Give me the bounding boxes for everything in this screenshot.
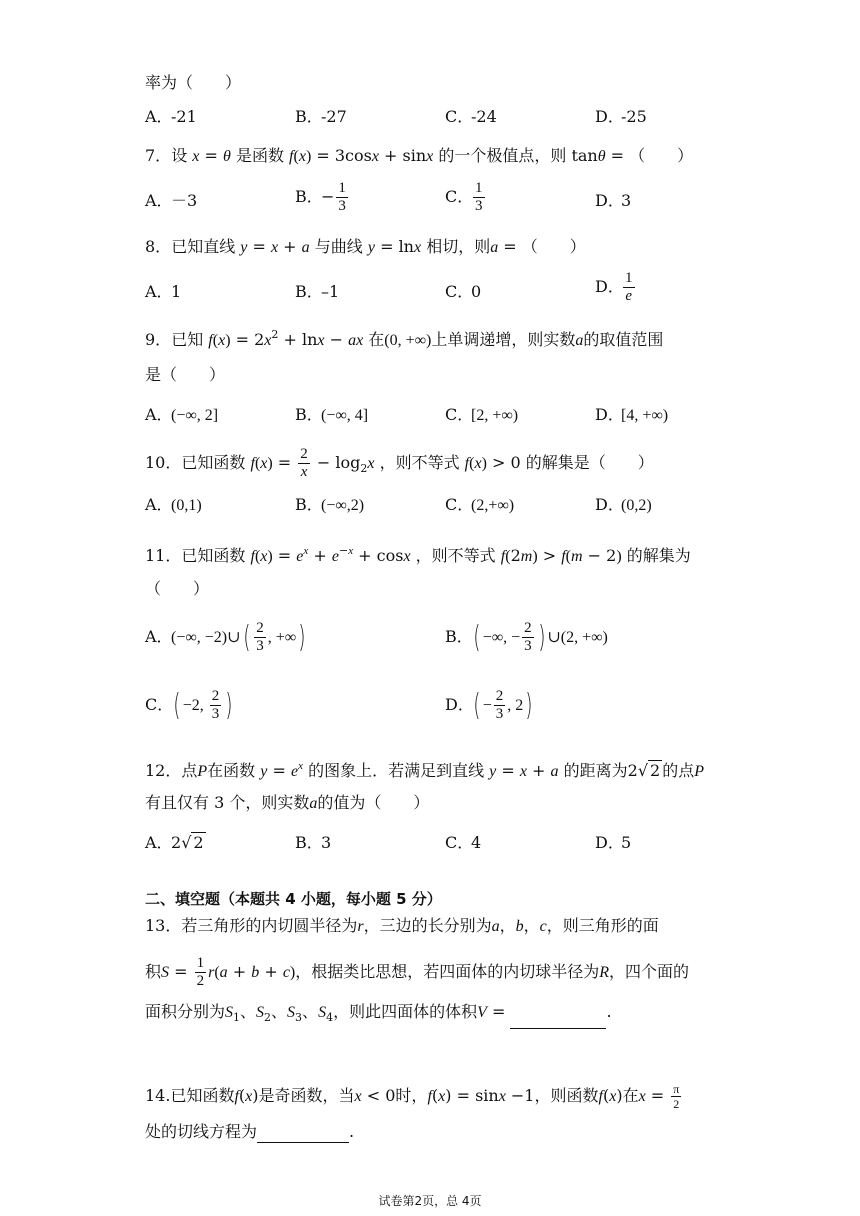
q8-option-c: C．0 [445,282,482,301]
q11-option-d: D．( − $\frac{2}{3}$ , 2) [445,687,533,723]
q12-option-a: A．2√ 2 [145,833,204,852]
q14-answer-blank [257,1126,349,1143]
section-heading-fill-in: 二、填空题（本题共 4 小题，每小题 5 分） [145,890,442,908]
q7-stem: 7．设 x = θ 是函数 f(x) = 3cosx + sinx 的一个极值点，则 tanθ = （ ） [145,146,694,165]
q9-option-b: B．(−∞, 4] [295,405,369,424]
q7-option-c: C． $\frac{1}{3}$ [445,180,483,214]
q9-option-a: A．(−∞, 2] [145,405,219,424]
q12-option-c: C．4 [445,833,482,852]
q10-stem: 10．已知函数 f(x) = $\frac{2}{x}$ − $\log_2x$ ，则不等式 f(x) > 0 的解集是（ ） [145,446,654,480]
q10-option-c: C．(2,+∞) [445,495,515,514]
q9-stem-line2: 是（ ） [145,365,226,384]
q7-option-b: B．− $\frac{1}{3}$ [295,180,346,214]
q9-option-c: C．[2, +∞) [445,405,519,424]
q13-stem-line2: 积S = $\frac{1}{2}$ r(a + b + c)，根据类比思想，若四面体的内切球半径为R，四个面的 [145,955,690,989]
q8-option-b: B．–1 [295,282,340,301]
q7-option-d: D．3 [595,191,632,210]
q6-option-d: D．-25 [595,107,647,126]
q12-option-b: B．3 [295,833,332,852]
q11-stem: 11．已知函数 $f(x) = e^x + e^{-x} + \cos x$ ，则不等式 f(2m) > f(m − 2) 的解集为 [145,544,691,565]
q10-option-d: D．(0,2) [595,495,652,514]
q8-option-d: D． $\frac{1}{e}$ [595,270,633,304]
q8-stem: 8．已知直线 y = x + a 与曲线 y = lnx 相切，则a = （ ） [145,237,586,256]
q11-option-b: B．( −∞, − $\frac{2}{3}$ ) ∪(2, +∞) [445,619,608,655]
q6-tail: 率为（ ） [145,73,242,92]
q11-stem-line2: （ ） [145,579,210,598]
q13-stem: 13．若三角形的内切圆半径为r，三边的长分别为a，b，c，则三角形的面 [145,916,659,935]
q14-stem-line2: 处的切线方程为 . [145,1122,355,1141]
q9-stem: 9．已知 $f(x) = 2x^2 + \ln x$ − ax 在(0, +∞)上单调递增，则实数a的取值范围 [145,328,664,349]
q10-option-a: A．(0,1) [145,495,202,514]
q11-option-c: C．( −2, $\frac{2}{3}$ ) [145,687,233,723]
q6-option-c: C．-24 [445,107,497,126]
q12-stem-line2: 有且仅有 3 个，则实数a的值为（ ） [145,793,430,812]
q13-stem-line3: 面积分别为$S_1$、$S_2$、$S_3$、$S_4$，则此四面体的体积V = . [145,1001,612,1029]
page-footer: 试卷第2页，总 4页 [378,1194,482,1208]
q7-option-a: A．－3 [145,191,198,210]
q13-answer-blank [510,1012,606,1029]
q14-stem: 14.已知函数f(x)是奇函数，当x < 0时，f(x) = sinx −1，则函数f(x)在x = $\frac{\pi}{2}$ [145,1082,680,1111]
q8-option-a: A．1 [145,282,182,301]
q6-option-b: B．-27 [295,107,347,126]
q12-stem: 12．点P在函数 $y = e^x$ 的图象上．若满足到直线 y = x + a 的距离为2√ 2 的点P [145,760,705,780]
q12-option-d: D．5 [595,833,632,852]
q11-option-a: A．(−∞, −2)∪( $\frac{2}{3}$ , +∞) [145,619,306,655]
q9-option-d: D．[4, +∞) [595,405,669,424]
q6-option-a: A．-21 [145,107,197,126]
q10-option-b: B．(−∞,2) [295,495,365,514]
